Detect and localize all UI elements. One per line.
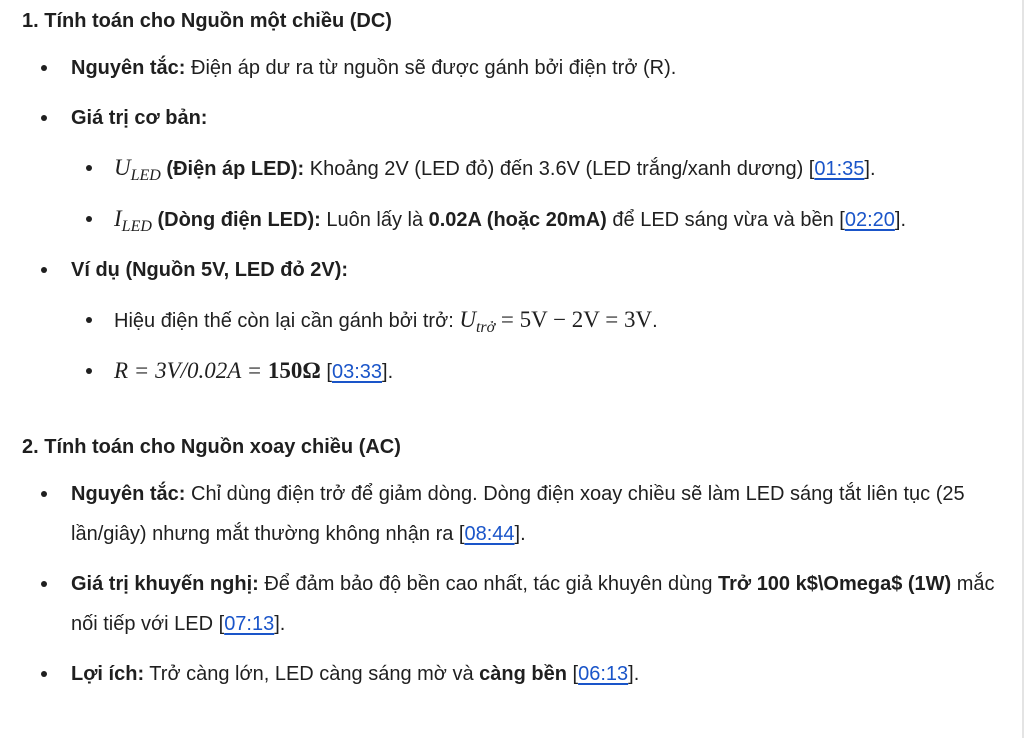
bullet-bold: 0.02A (hoặc 20mA) xyxy=(428,209,607,231)
bullet-label: Giá trị cơ bản: xyxy=(71,107,208,129)
bullet-text: Chỉ dùng điện trở để giảm dòng. Dòng điện xoay chiều sẽ làm LED sáng tắt liên tục (25 lần/giây) nhưng mắt thường không nhận ra [ xyxy=(71,483,965,545)
bullet-text: để LED sáng vừa và bền [ xyxy=(606,209,845,231)
list-item xyxy=(22,474,1012,554)
math-variable: U xyxy=(114,155,131,180)
timestamp-link[interactable]: 06:13 xyxy=(578,663,629,685)
bullet-label: (Điện áp LED): xyxy=(160,158,305,180)
bullet-end: ]. xyxy=(514,523,526,545)
bullet-bold: càng bền xyxy=(479,663,567,685)
list-item xyxy=(22,199,1012,240)
bullet-text: [ xyxy=(566,663,579,685)
bullet-label: Nguyên tắc: xyxy=(71,483,186,505)
section-dc-list xyxy=(22,48,1012,392)
list-item xyxy=(22,48,1012,88)
math-variable: U xyxy=(459,307,476,332)
timestamp-link[interactable]: 08:44 xyxy=(464,523,515,545)
math-subscript: trở xyxy=(475,319,496,336)
bullet-text: Điện áp dư ra từ nguồn sẽ được gánh bởi điện trở (R). xyxy=(185,57,677,79)
timestamp-link[interactable]: 01:35 xyxy=(814,158,865,180)
bullet-end: . xyxy=(652,310,658,332)
timestamp-link[interactable]: 07:13 xyxy=(224,613,275,635)
list-item xyxy=(22,564,1012,644)
bullet-end: ]. xyxy=(628,663,640,685)
section-ac-list xyxy=(22,474,1012,694)
list-item xyxy=(22,148,1012,189)
document-content xyxy=(22,6,1012,694)
bullet-text: Khoảng 2V (LED đỏ) đến 3.6V (LED trắng/xanh dương) [ xyxy=(304,158,815,180)
bullet-label: (Dòng điện LED): xyxy=(151,209,321,231)
section-ac-heading: 2. Tính toán cho Nguồn xoay chiều (AC) xyxy=(22,436,401,458)
list-item xyxy=(22,98,1012,138)
bullet-bold: Trở 100 k$\Omega$ (1W) xyxy=(718,573,952,595)
bullet-text: [ xyxy=(320,361,332,383)
list-item xyxy=(22,654,1012,694)
bullet-end: ]. xyxy=(894,209,907,231)
bullet-text: Để đảm bảo độ bền cao nhất, tác giả khuyên dùng xyxy=(258,573,719,595)
list-item xyxy=(22,300,1012,341)
math-equation: R = 3V/0.02A = xyxy=(114,358,268,383)
bullet-label: Ví dụ (Nguồn 5V, LED đỏ 2V): xyxy=(71,259,349,281)
math-subscript: LED xyxy=(130,167,161,184)
timestamp-link[interactable]: 02:20 xyxy=(844,209,895,231)
bullet-label: Lợi ích: xyxy=(71,663,145,685)
bullet-end: ]. xyxy=(382,361,394,383)
math-variable: I xyxy=(114,206,122,231)
math-equation: = 5V − 2V = 3V xyxy=(495,307,653,332)
bullet-text: Luôn lấy là xyxy=(320,209,429,231)
math-subscript: LED xyxy=(121,218,152,235)
section-dc-heading: 1. Tính toán cho Nguồn một chiều (DC) xyxy=(22,10,392,32)
bullet-text: Trở càng lớn, LED càng sáng mờ và xyxy=(144,663,480,685)
bullet-text: mắc nối tiếp với LED [ xyxy=(71,573,995,635)
list-item xyxy=(22,250,1012,290)
list-item xyxy=(22,351,1012,392)
bullet-end: ]. xyxy=(274,613,286,635)
bullet-label: Giá trị khuyến nghị: xyxy=(71,573,259,595)
bullet-label: Nguyên tắc: xyxy=(71,57,186,79)
timestamp-link[interactable]: 03:33 xyxy=(331,361,383,383)
math-result: 150Ω xyxy=(267,358,321,383)
bullet-end: ]. xyxy=(864,158,876,180)
bullet-text: Hiệu điện thế còn lại cần gánh bởi trở: xyxy=(114,310,460,332)
